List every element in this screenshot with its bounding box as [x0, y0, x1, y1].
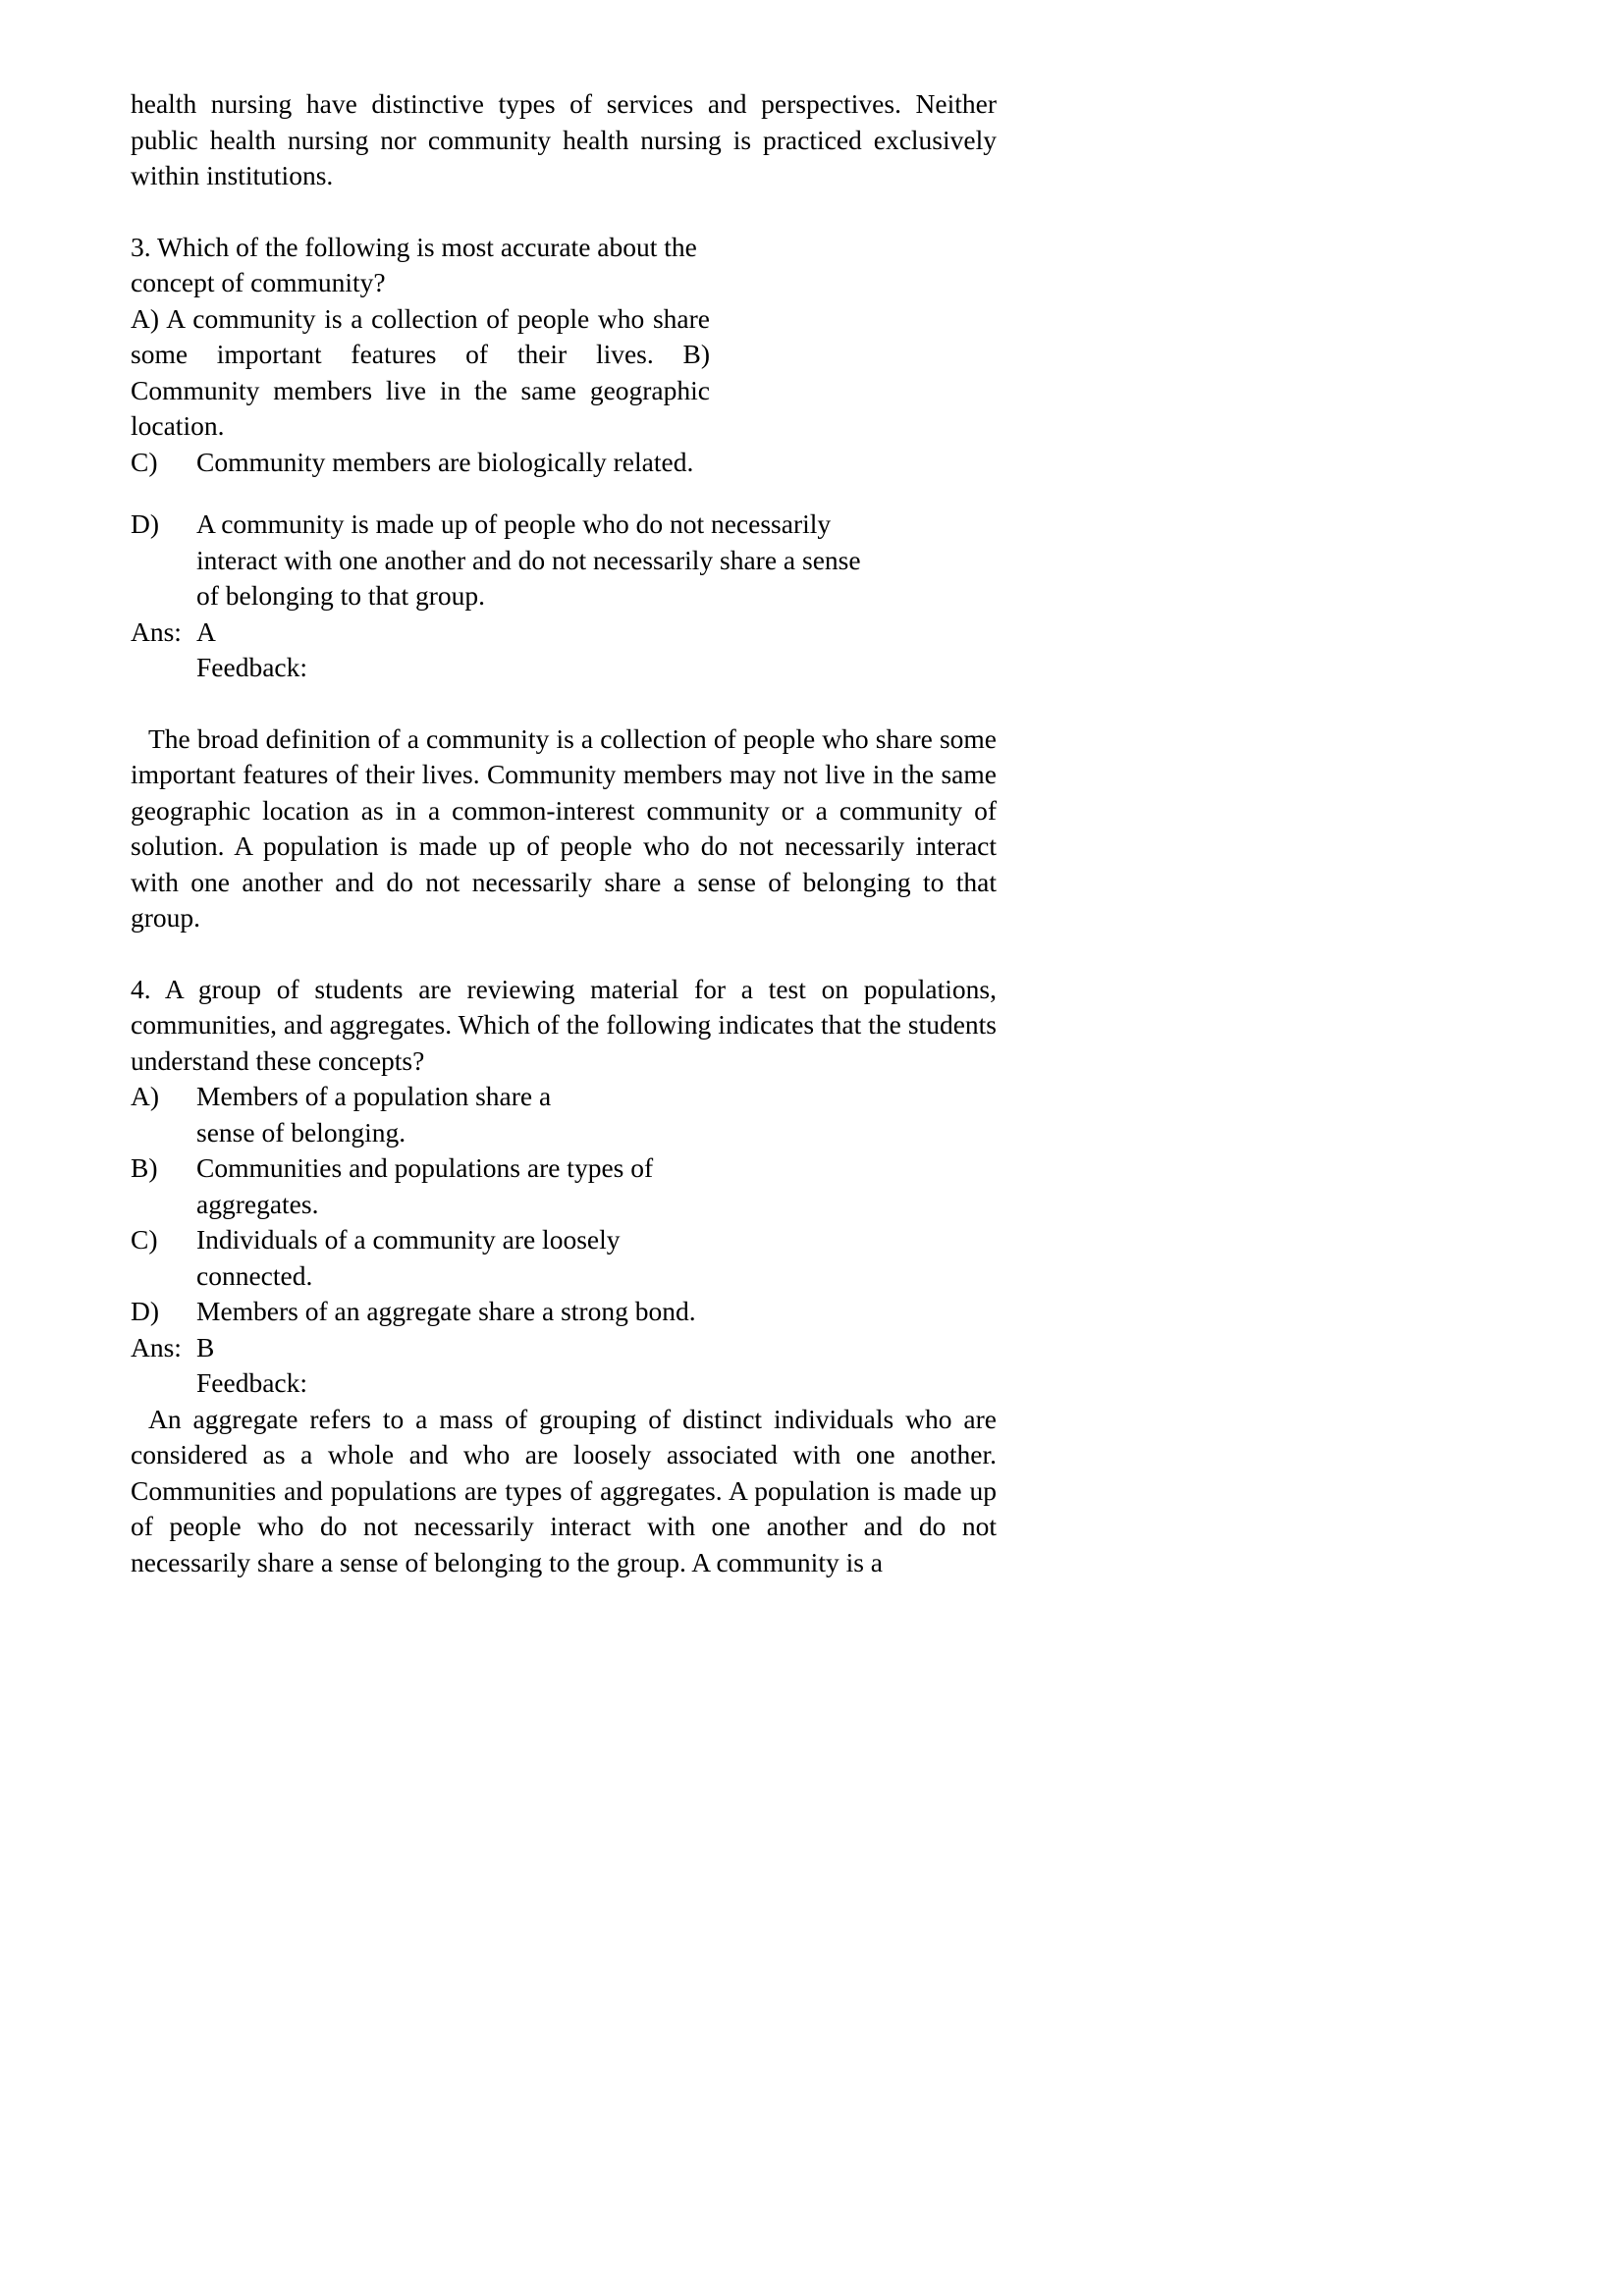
question-4-option-c[interactable]	[131, 1222, 997, 1294]
spacer	[131, 194, 997, 230]
question-3-option-c-text: Community members are biologically related.	[196, 446, 694, 477]
question-4-feedback-text: An aggregate refers to a mass of grouping of distinct individuals who are considered as a whole and who are loosely associated with one another. Communities and populations are types of aggregates. A population is made up of people who do not necessarily interact with one another and do not necessarily share a sense of belonging to the group. A community is a	[131, 1403, 997, 1577]
question-3-feedback-header	[131, 650, 997, 686]
question-3-block	[131, 230, 997, 936]
question-3-stem-line-1: 3. Which of the following is most accurate about the	[131, 231, 697, 262]
question-3-feedback-text: The broad definition of a community is a collection of people who share some important features of their lives. Community members may not live in the same geographic location as in a common-interest community or a community of solution. A population is made up of people who do not necessarily interact with one another and do not necessarily share a sense of belonging to that group.	[131, 722, 997, 933]
question-3-feedback-label: Feedback:	[196, 652, 308, 682]
question-3-answer-value: A	[196, 615, 216, 647]
question-4-option-a-text: Members of a population share a sense of belonging.	[196, 1081, 552, 1148]
question-4-option-d[interactable]	[131, 1294, 997, 1330]
question-4-answer	[131, 1330, 997, 1366]
spacer	[131, 686, 997, 721]
question-4-option-b[interactable]	[131, 1150, 997, 1222]
question-3-options-a-b[interactable]: A) A community is a collection of people who share some important features of their lives. B) Community members live in the same geographic location.	[131, 302, 710, 441]
question-3-option-c-label: C)	[131, 446, 158, 477]
question-4-stem: 4. A group of students are reviewing material for a test on populations, communities, and aggregates. Which of the following indicates that the students understand these concepts?	[131, 973, 997, 1076]
question-4-option-c-text: Individuals of a community are loosely connected.	[196, 1224, 621, 1291]
spacer	[131, 936, 997, 972]
top-continuation-paragraph: health nursing have distinctive types of services and perspectives. Neither public health nursing nor community health nursing is practiced exclusively within institutions.	[131, 88, 997, 190]
question-3-answer-label: Ans:	[131, 615, 182, 647]
spacer	[131, 480, 997, 507]
question-3-option-d[interactable]	[131, 507, 997, 614]
question-4-feedback-label: Feedback:	[196, 1367, 308, 1398]
question-4-answer-value: B	[196, 1331, 215, 1362]
question-4-block	[131, 972, 997, 1581]
question-3-option-d-label: D)	[131, 508, 160, 539]
question-4-option-a[interactable]	[131, 1079, 997, 1150]
question-4-option-d-label: D)	[131, 1296, 160, 1326]
question-3-answer	[131, 614, 997, 651]
question-4-option-b-text: Communities and populations are types of aggregates.	[196, 1152, 654, 1219]
question-4-option-d-text: Members of an aggregate share a strong bond.	[196, 1296, 696, 1326]
document-text-column	[131, 86, 997, 1580]
question-4-answer-label: Ans:	[131, 1331, 182, 1362]
question-4-feedback-header	[131, 1365, 997, 1402]
question-3-option-c[interactable]	[131, 445, 997, 481]
question-3-stem-line-2: concept of community?	[131, 267, 386, 297]
question-4-option-a-label: A)	[131, 1081, 160, 1111]
question-4-option-b-label: B)	[131, 1152, 158, 1183]
question-3-option-d-text: A community is made up of people who do not necessarily interact with one another and do not necessarily share a sense of belonging to that group.	[196, 508, 861, 611]
question-4-option-c-label: C)	[131, 1224, 158, 1255]
